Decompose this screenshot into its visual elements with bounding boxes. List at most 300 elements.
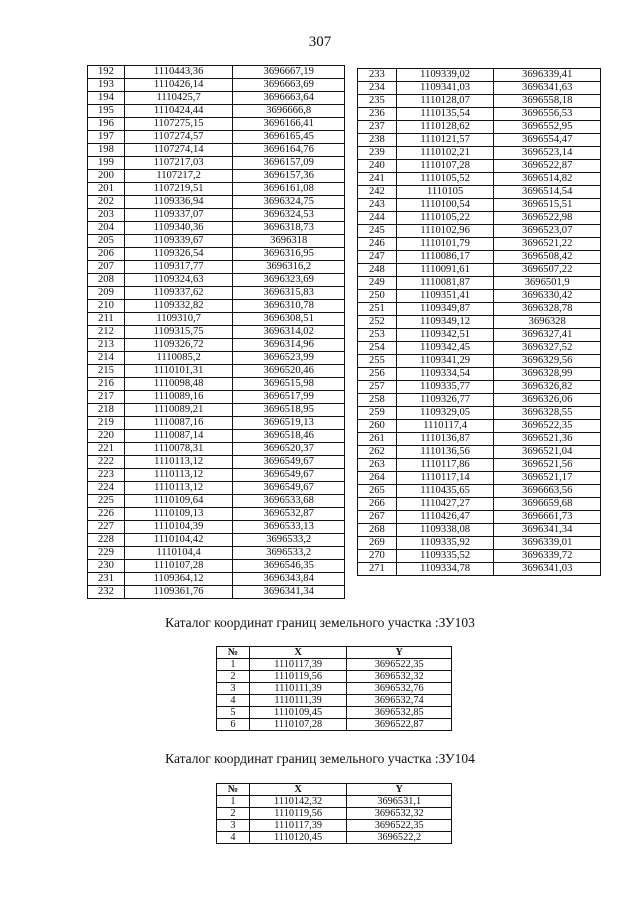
cell-y: 3696521,22 bbox=[494, 238, 601, 251]
table-row bbox=[88, 560, 345, 573]
cell-x: 1109326,72 bbox=[124, 339, 233, 352]
cell-y: 3696522,2 bbox=[347, 832, 452, 844]
cell-x: 1110089,16 bbox=[124, 391, 233, 404]
cell-y: 3696521,56 bbox=[494, 459, 601, 472]
table-row bbox=[88, 508, 345, 521]
cell-x: 1109329,05 bbox=[396, 407, 494, 420]
cell-y: 3696328,78 bbox=[494, 303, 601, 316]
cell-y: 3696520,37 bbox=[233, 443, 345, 456]
cell-x: 1109342,51 bbox=[396, 329, 494, 342]
cell-x: 1110113,12 bbox=[124, 456, 233, 469]
cell-y: 3696515,98 bbox=[233, 378, 345, 391]
table-row bbox=[88, 365, 345, 378]
cell-point-number: 270 bbox=[358, 550, 397, 563]
cell-y: 3696165,45 bbox=[233, 131, 345, 144]
cell-x: 1110121,57 bbox=[396, 134, 494, 147]
table-row bbox=[88, 495, 345, 508]
cell-y: 3696667,19 bbox=[233, 66, 345, 79]
cell-y: 3696522,98 bbox=[494, 212, 601, 225]
table-row bbox=[88, 196, 345, 209]
cell-point-number: 242 bbox=[358, 186, 397, 199]
table-row bbox=[88, 482, 345, 495]
cell-point-number: 239 bbox=[358, 147, 397, 160]
catalog-title-zu104: Каталог координат границ земельного участка :ЗУ104 bbox=[165, 751, 475, 766]
cell-y: 3696515,51 bbox=[494, 199, 601, 212]
table-row bbox=[88, 534, 345, 547]
cell-y: 3696533,13 bbox=[233, 521, 345, 534]
cell-x: 1110091,61 bbox=[396, 264, 494, 277]
cell-point-number: 199 bbox=[88, 157, 125, 170]
cell-point-number: 269 bbox=[358, 537, 397, 550]
cell-point-number: 240 bbox=[358, 160, 397, 173]
table-row bbox=[358, 277, 601, 290]
cell-point-number: 6 bbox=[217, 719, 250, 731]
cell-x: 1110102,96 bbox=[396, 225, 494, 238]
cell-x: 1110104,42 bbox=[124, 534, 233, 547]
cell-point-number: 247 bbox=[358, 251, 397, 264]
cell-y: 3696663,69 bbox=[233, 79, 345, 92]
table-row bbox=[88, 547, 345, 560]
cell-x: 1109349,87 bbox=[396, 303, 494, 316]
cell-x: 1107217,03 bbox=[124, 157, 233, 170]
cell-x: 1109335,77 bbox=[396, 381, 494, 394]
cell-y: 3696533,2 bbox=[233, 547, 345, 560]
cell-y: 3696522,35 bbox=[347, 820, 452, 832]
cell-point-number: 249 bbox=[358, 277, 397, 290]
cell-y: 3696523,14 bbox=[494, 147, 601, 160]
cell-point-number: 216 bbox=[88, 378, 125, 391]
coordinates-table-zu104-body bbox=[217, 796, 452, 844]
cell-y: 3696318,73 bbox=[233, 222, 345, 235]
cell-x: 1110085,2 bbox=[124, 352, 233, 365]
cell-y: 3696316,95 bbox=[233, 248, 345, 261]
cell-y: 3696531,1 bbox=[347, 796, 452, 808]
cell-x: 1110128,07 bbox=[396, 95, 494, 108]
cell-point-number: 237 bbox=[358, 121, 397, 134]
cell-y: 3696310,78 bbox=[233, 300, 345, 313]
cell-y: 3696327,52 bbox=[494, 342, 601, 355]
cell-y: 3696518,46 bbox=[233, 430, 345, 443]
cell-y: 3696517,99 bbox=[233, 391, 345, 404]
cell-y: 3696549,67 bbox=[233, 469, 345, 482]
cell-x: 1109317,77 bbox=[124, 261, 233, 274]
cell-y: 3696343,84 bbox=[233, 573, 345, 586]
table-row bbox=[358, 95, 601, 108]
cell-point-number: 4 bbox=[217, 832, 250, 844]
cell-y: 3696532,32 bbox=[347, 671, 452, 683]
cell-point-number: 256 bbox=[358, 368, 397, 381]
table-row bbox=[217, 832, 452, 844]
table-row bbox=[358, 69, 601, 82]
table-row bbox=[358, 407, 601, 420]
cell-point-number: 224 bbox=[88, 482, 125, 495]
cell-point-number: 230 bbox=[88, 560, 125, 573]
table-row bbox=[358, 147, 601, 160]
cell-point-number: 194 bbox=[88, 92, 125, 105]
cell-point-number: 206 bbox=[88, 248, 125, 261]
cell-y: 3696558,18 bbox=[494, 95, 601, 108]
cell-point-number: 231 bbox=[88, 573, 125, 586]
cell-x: 1109336,94 bbox=[124, 196, 233, 209]
table-row bbox=[358, 381, 601, 394]
table-row bbox=[358, 303, 601, 316]
cell-point-number: 255 bbox=[358, 355, 397, 368]
table-row bbox=[358, 472, 601, 485]
cell-x: 1110104,39 bbox=[124, 521, 233, 534]
cell-x: 1110105,52 bbox=[396, 173, 494, 186]
cell-x: 1110100,54 bbox=[396, 199, 494, 212]
cell-point-number: 207 bbox=[88, 261, 125, 274]
cell-point-number: 201 bbox=[88, 183, 125, 196]
cell-x: 1110426,47 bbox=[396, 511, 494, 524]
table-row bbox=[88, 287, 345, 300]
cell-y: 3696324,75 bbox=[233, 196, 345, 209]
cell-y: 3696532,74 bbox=[347, 695, 452, 707]
cell-y: 3696341,34 bbox=[494, 524, 601, 537]
table-row bbox=[358, 433, 601, 446]
table-row bbox=[88, 326, 345, 339]
cell-point-number: 266 bbox=[358, 498, 397, 511]
cell-point-number: 205 bbox=[88, 235, 125, 248]
table-row bbox=[358, 537, 601, 550]
cell-x: 1110119,56 bbox=[249, 671, 347, 683]
table-row bbox=[88, 417, 345, 430]
cell-y: 3696661,73 bbox=[494, 511, 601, 524]
cell-point-number: 202 bbox=[88, 196, 125, 209]
cell-y: 3696329,56 bbox=[494, 355, 601, 368]
cell-y: 3696341,34 bbox=[233, 586, 345, 599]
table-row bbox=[358, 550, 601, 563]
cell-point-number: 241 bbox=[358, 173, 397, 186]
cell-point-number: 253 bbox=[358, 329, 397, 342]
cell-y: 3696663,64 bbox=[233, 92, 345, 105]
table-row bbox=[358, 329, 601, 342]
table-row bbox=[358, 264, 601, 277]
cell-y: 3696157,36 bbox=[233, 170, 345, 183]
cell-y: 3696514,54 bbox=[494, 186, 601, 199]
cell-point-number: 234 bbox=[358, 82, 397, 95]
cell-x: 1109310,7 bbox=[124, 313, 233, 326]
header-x: X bbox=[249, 647, 347, 659]
cell-x: 1109341,03 bbox=[396, 82, 494, 95]
cell-y: 3696341,03 bbox=[494, 563, 601, 576]
cell-point-number: 225 bbox=[88, 495, 125, 508]
cell-x: 1110101,79 bbox=[396, 238, 494, 251]
cell-y: 3696339,72 bbox=[494, 550, 601, 563]
cell-point-number: 211 bbox=[88, 313, 125, 326]
cell-x: 1110128,62 bbox=[396, 121, 494, 134]
cell-point-number: 1 bbox=[217, 796, 250, 808]
cell-y: 3696556,53 bbox=[494, 108, 601, 121]
cell-point-number: 213 bbox=[88, 339, 125, 352]
table-row bbox=[358, 121, 601, 134]
table-row bbox=[88, 430, 345, 443]
catalog-title-zu103: Каталог координат границ земельного участка :ЗУ103 bbox=[165, 615, 475, 630]
cell-x: 1110113,12 bbox=[124, 469, 233, 482]
table-row bbox=[358, 134, 601, 147]
table-row bbox=[88, 222, 345, 235]
table-row bbox=[358, 160, 601, 173]
cell-y: 3696521,17 bbox=[494, 472, 601, 485]
cell-x: 1110087,14 bbox=[124, 430, 233, 443]
table-row bbox=[358, 524, 601, 537]
header-x: X bbox=[249, 784, 347, 796]
cell-point-number: 196 bbox=[88, 118, 125, 131]
cell-y: 3696533,68 bbox=[233, 495, 345, 508]
cell-x: 1110107,28 bbox=[396, 160, 494, 173]
cell-x: 1109340,36 bbox=[124, 222, 233, 235]
cell-x: 1110109,13 bbox=[124, 508, 233, 521]
table-row bbox=[88, 391, 345, 404]
table-row bbox=[358, 251, 601, 264]
cell-y: 3696341,63 bbox=[494, 82, 601, 95]
table-row bbox=[358, 459, 601, 472]
cell-x: 1110427,27 bbox=[396, 498, 494, 511]
cell-y: 3696549,67 bbox=[233, 482, 345, 495]
cell-y: 3696514,82 bbox=[494, 173, 601, 186]
cell-y: 3696663,56 bbox=[494, 485, 601, 498]
cell-x: 1109341,29 bbox=[396, 355, 494, 368]
cell-point-number: 251 bbox=[358, 303, 397, 316]
cell-x: 1107275,15 bbox=[124, 118, 233, 131]
cell-x: 1110424,44 bbox=[124, 105, 233, 118]
cell-point-number: 227 bbox=[88, 521, 125, 534]
cell-x: 1110105 bbox=[396, 186, 494, 199]
cell-y: 3696523,99 bbox=[233, 352, 345, 365]
cell-y: 3696161,08 bbox=[233, 183, 345, 196]
table-row bbox=[217, 719, 452, 731]
table-row bbox=[358, 420, 601, 433]
cell-point-number: 259 bbox=[358, 407, 397, 420]
cell-point-number: 229 bbox=[88, 547, 125, 560]
cell-y: 3696323,69 bbox=[233, 274, 345, 287]
cell-x: 1109338,08 bbox=[396, 524, 494, 537]
table-row bbox=[358, 563, 601, 576]
table-row bbox=[358, 394, 601, 407]
table-row bbox=[217, 796, 452, 808]
table-row bbox=[88, 573, 345, 586]
cell-point-number: 195 bbox=[88, 105, 125, 118]
cell-y: 3696326,06 bbox=[494, 394, 601, 407]
cell-y: 3696328,99 bbox=[494, 368, 601, 381]
cell-x: 1109326,54 bbox=[124, 248, 233, 261]
cell-x: 1109364,12 bbox=[124, 573, 233, 586]
table-row bbox=[88, 443, 345, 456]
cell-y: 3696532,32 bbox=[347, 808, 452, 820]
table-row bbox=[217, 808, 452, 820]
cell-point-number: 2 bbox=[217, 808, 250, 820]
cell-x: 1109335,52 bbox=[396, 550, 494, 563]
cell-x: 1110135,54 bbox=[396, 108, 494, 121]
cell-x: 1109349,12 bbox=[396, 316, 494, 329]
table-row bbox=[217, 695, 452, 707]
table-row bbox=[88, 352, 345, 365]
cell-y: 3696339,41 bbox=[494, 69, 601, 82]
cell-y: 3696508,42 bbox=[494, 251, 601, 264]
cell-y: 3696522,35 bbox=[494, 420, 601, 433]
cell-x: 1110120,45 bbox=[249, 832, 347, 844]
cell-point-number: 245 bbox=[358, 225, 397, 238]
cell-point-number: 262 bbox=[358, 446, 397, 459]
table-row bbox=[88, 144, 345, 157]
cell-x: 1110104,4 bbox=[124, 547, 233, 560]
cell-y: 3696666,8 bbox=[233, 105, 345, 118]
cell-x: 1109334,54 bbox=[396, 368, 494, 381]
cell-x: 1110081,87 bbox=[396, 277, 494, 290]
cell-y: 3696518,95 bbox=[233, 404, 345, 417]
table-row bbox=[88, 339, 345, 352]
table-row bbox=[88, 170, 345, 183]
table-header-row bbox=[217, 784, 452, 796]
coordinates-table-zu104 bbox=[216, 783, 452, 844]
cell-point-number: 197 bbox=[88, 131, 125, 144]
table-header-row bbox=[217, 647, 452, 659]
cell-y: 3696164,76 bbox=[233, 144, 345, 157]
cell-y: 3696522,35 bbox=[347, 659, 452, 671]
cell-point-number: 220 bbox=[88, 430, 125, 443]
cell-point-number: 193 bbox=[88, 79, 125, 92]
cell-x: 1110102,21 bbox=[396, 147, 494, 160]
cell-point-number: 257 bbox=[358, 381, 397, 394]
cell-x: 1109337,62 bbox=[124, 287, 233, 300]
table-row bbox=[358, 511, 601, 524]
cell-x: 1110142,32 bbox=[249, 796, 347, 808]
header-number: № bbox=[217, 647, 250, 659]
cell-x: 1110086,17 bbox=[396, 251, 494, 264]
coordinates-table-zu103 bbox=[216, 646, 452, 731]
table-row bbox=[358, 368, 601, 381]
cell-point-number: 218 bbox=[88, 404, 125, 417]
table-row bbox=[358, 498, 601, 511]
table-row bbox=[217, 671, 452, 683]
cell-x: 1109342,45 bbox=[396, 342, 494, 355]
cell-point-number: 210 bbox=[88, 300, 125, 313]
table-row bbox=[88, 235, 345, 248]
cell-point-number: 260 bbox=[358, 420, 397, 433]
table-row bbox=[358, 108, 601, 121]
table-row bbox=[358, 446, 601, 459]
cell-x: 1110426,14 bbox=[124, 79, 233, 92]
table-row bbox=[88, 66, 345, 79]
table-row bbox=[88, 378, 345, 391]
table-row bbox=[88, 261, 345, 274]
cell-point-number: 192 bbox=[88, 66, 125, 79]
cell-point-number: 198 bbox=[88, 144, 125, 157]
cell-y: 3696519,13 bbox=[233, 417, 345, 430]
cell-x: 1109351,41 bbox=[396, 290, 494, 303]
cell-point-number: 250 bbox=[358, 290, 397, 303]
cell-point-number: 236 bbox=[358, 108, 397, 121]
cell-point-number: 1 bbox=[217, 659, 250, 671]
coordinates-table-zu103-body bbox=[217, 659, 452, 731]
cell-point-number: 265 bbox=[358, 485, 397, 498]
header-y: Y bbox=[347, 784, 452, 796]
cell-y: 3696315,83 bbox=[233, 287, 345, 300]
cell-x: 1109334,78 bbox=[396, 563, 494, 576]
cell-x: 1110105,22 bbox=[396, 212, 494, 225]
cell-point-number: 200 bbox=[88, 170, 125, 183]
cell-point-number: 228 bbox=[88, 534, 125, 547]
table-row bbox=[217, 707, 452, 719]
cell-point-number: 232 bbox=[88, 586, 125, 599]
cell-point-number: 223 bbox=[88, 469, 125, 482]
cell-y: 3696520,46 bbox=[233, 365, 345, 378]
cell-x: 1107219,51 bbox=[124, 183, 233, 196]
cell-point-number: 204 bbox=[88, 222, 125, 235]
cell-point-number: 261 bbox=[358, 433, 397, 446]
cell-x: 1110109,45 bbox=[249, 707, 347, 719]
cell-point-number: 203 bbox=[88, 209, 125, 222]
cell-y: 3696157,09 bbox=[233, 157, 345, 170]
cell-y: 3696330,42 bbox=[494, 290, 601, 303]
cell-point-number: 238 bbox=[358, 134, 397, 147]
table-row bbox=[88, 118, 345, 131]
header-number: № bbox=[217, 784, 250, 796]
cell-y: 3696532,76 bbox=[347, 683, 452, 695]
cell-y: 3696326,82 bbox=[494, 381, 601, 394]
table-row bbox=[358, 186, 601, 199]
cell-point-number: 2 bbox=[217, 671, 250, 683]
table-row bbox=[88, 313, 345, 326]
cell-x: 1109361,76 bbox=[124, 586, 233, 599]
cell-y: 3696314,96 bbox=[233, 339, 345, 352]
cell-x: 1107274,57 bbox=[124, 131, 233, 144]
cell-y: 3696521,36 bbox=[494, 433, 601, 446]
cell-point-number: 226 bbox=[88, 508, 125, 521]
cell-x: 1110117,14 bbox=[396, 472, 494, 485]
table-row bbox=[358, 290, 601, 303]
cell-y: 3696523,07 bbox=[494, 225, 601, 238]
cell-y: 3696532,85 bbox=[347, 707, 452, 719]
cell-y: 3696522,87 bbox=[347, 719, 452, 731]
cell-x: 1110111,39 bbox=[249, 683, 347, 695]
cell-x: 1110435,65 bbox=[396, 485, 494, 498]
cell-point-number: 214 bbox=[88, 352, 125, 365]
table-row bbox=[88, 183, 345, 196]
table-row bbox=[358, 355, 601, 368]
cell-x: 1107217,2 bbox=[124, 170, 233, 183]
table-row bbox=[358, 238, 601, 251]
cell-point-number: 243 bbox=[358, 199, 397, 212]
cell-x: 1110117,86 bbox=[396, 459, 494, 472]
cell-x: 1110101,31 bbox=[124, 365, 233, 378]
cell-y: 3696549,67 bbox=[233, 456, 345, 469]
table-row bbox=[88, 469, 345, 482]
table-row bbox=[88, 131, 345, 144]
cell-x: 1110117,4 bbox=[396, 420, 494, 433]
table-row bbox=[88, 521, 345, 534]
cell-point-number: 215 bbox=[88, 365, 125, 378]
table-row bbox=[358, 342, 601, 355]
cell-x: 1109324,63 bbox=[124, 274, 233, 287]
table-row bbox=[88, 209, 345, 222]
cell-x: 1110107,28 bbox=[249, 719, 347, 731]
cell-point-number: 268 bbox=[358, 524, 397, 537]
cell-y: 3696521,04 bbox=[494, 446, 601, 459]
cell-y: 3696501,9 bbox=[494, 277, 601, 290]
cell-x: 1109326,77 bbox=[396, 394, 494, 407]
cell-point-number: 3 bbox=[217, 683, 250, 695]
coordinates-table-right-body bbox=[358, 69, 601, 576]
cell-point-number: 222 bbox=[88, 456, 125, 469]
cell-x: 1109315,75 bbox=[124, 326, 233, 339]
coordinates-table-left bbox=[87, 65, 345, 599]
cell-x: 1109335,92 bbox=[396, 537, 494, 550]
cell-x: 1110109,64 bbox=[124, 495, 233, 508]
cell-point-number: 233 bbox=[358, 69, 397, 82]
cell-point-number: 208 bbox=[88, 274, 125, 287]
cell-y: 3696522,87 bbox=[494, 160, 601, 173]
